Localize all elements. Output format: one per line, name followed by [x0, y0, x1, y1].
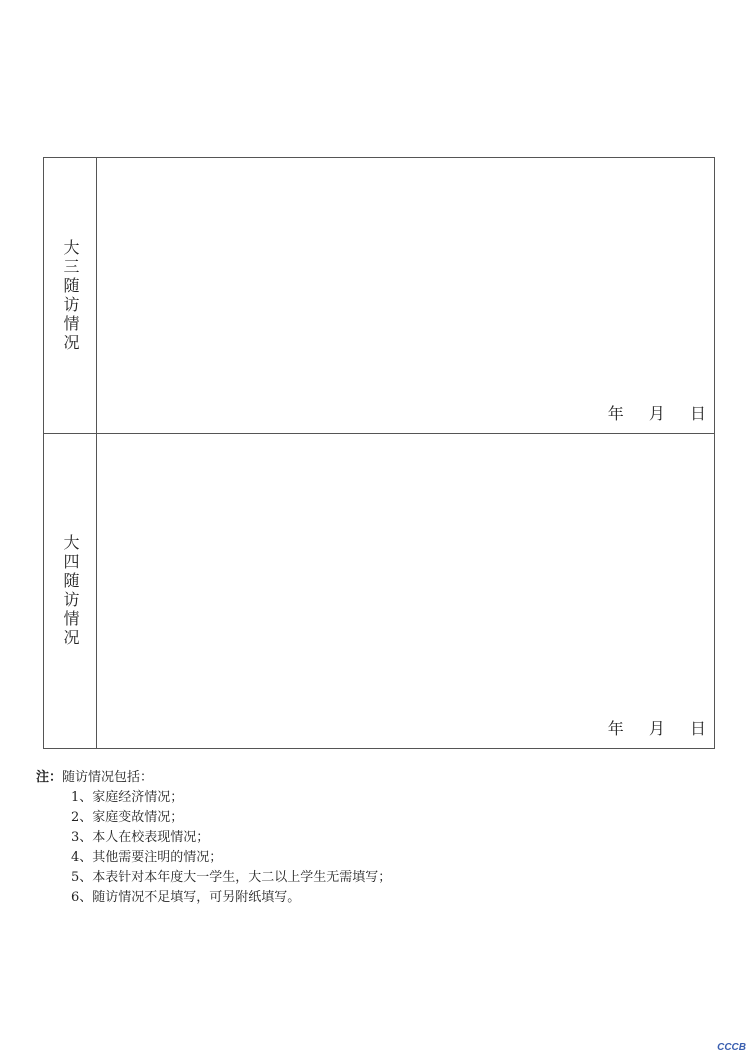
follow-up-table — [43, 157, 715, 749]
table-row-senior-year — [44, 434, 714, 748]
month-label: 月 — [648, 404, 665, 423]
date-line — [608, 716, 706, 739]
list-item: 6、随访情况不足填写，可另附纸填写。 — [71, 890, 301, 905]
day-label: 日 — [689, 719, 706, 738]
row-label: 大三随访情况 — [61, 238, 80, 353]
table-row-junior-year — [44, 158, 714, 434]
list-item: 3、本人在校表现情况； — [71, 830, 210, 845]
list-item: 5、本表针对本年度大一学生，大二以上学生无需填写； — [71, 870, 392, 885]
row-label-cell — [44, 158, 97, 433]
month-label: 月 — [648, 719, 665, 738]
list-item: 4、其他需要注明的情况； — [71, 850, 223, 865]
list-item: 1、家庭经济情况； — [71, 790, 184, 805]
notes-prefix: 注： — [36, 770, 63, 785]
follow-up-content-area — [97, 158, 714, 433]
list-item: 2、家庭变故情况； — [71, 810, 184, 825]
row-label: 大四随访情况 — [61, 534, 80, 648]
notes-list — [36, 788, 391, 908]
follow-up-content-area — [97, 434, 714, 748]
year-label: 年 — [607, 404, 624, 423]
year-label: 年 — [607, 719, 624, 738]
notes-section — [36, 768, 391, 908]
notes-heading — [36, 768, 391, 788]
watermark-logo: CCCB — [717, 1042, 746, 1053]
notes-intro: 随访情况包括： — [62, 770, 154, 785]
row-label-cell — [44, 434, 97, 748]
day-label: 日 — [689, 404, 706, 423]
date-line — [608, 401, 706, 424]
